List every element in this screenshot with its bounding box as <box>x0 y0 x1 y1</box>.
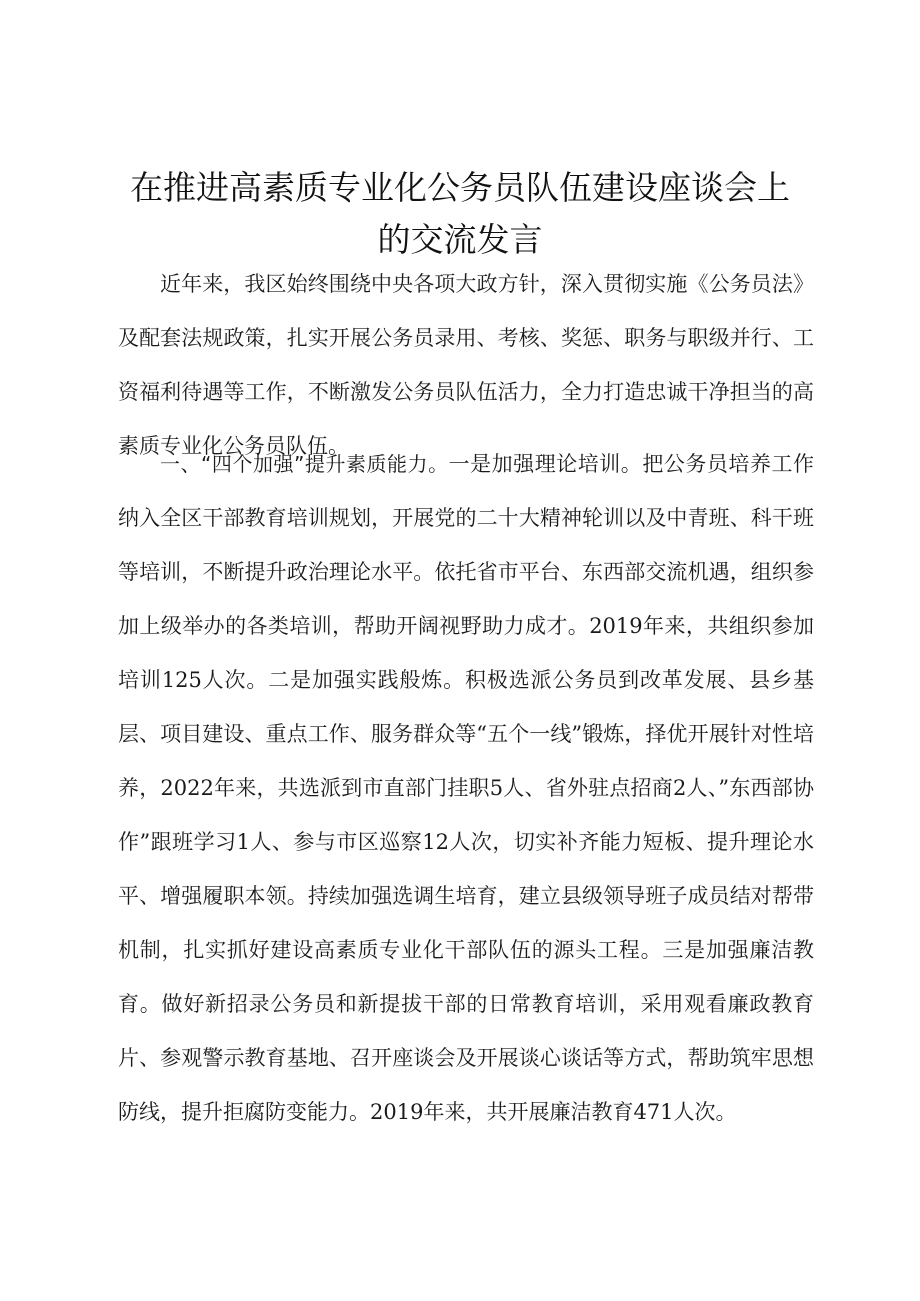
section-one-heading: 一、“四个加强”提升素质能力。 <box>160 452 449 476</box>
section-one-paragraph <box>118 437 814 1139</box>
intro-paragraph: 近年来，我区始终围绕中央各项大政方针，深入贯彻实施《公务员法》及配套法规政策，扎实开展公务员录用、考核、奖惩、职务与职级并行、工资福利待遇等工作，不断激发公务员队伍活力，全力打造忠诚干净担当的高素质专业化公务员队伍。 <box>118 272 814 458</box>
document-title-line1: 在推进高素质专业化公务员队伍建设座谈会上 <box>130 168 790 207</box>
section-one-body: 一是加强理论培训。把公务员培养工作纳入全区干部教育培训规划，开展党的二十大精神轮训以及中青班、科干班等培训，不断提升政治理论水平。依托省市平台、东西部交流机遇，组织参加上级举办的各类培训，帮助开阔视野助力成才。2019年来，共组织参加培训125人次。二是加强实践般炼。积极选派公务员到改革发展、县乡基层、项目建设、重点工作、服务群众等“五个一线”锻炼，择优开展针对性培养，2022年来，共选派到市直部门挂职5人、省外驻点招商2人、”东西部协作”跟班学习1人、参与市区巡察12人次，切实补齐能力短板、提升理论水平、增强履职本领。持续加强选调生培育，建立县级领导班子成员结对帮带机制，扎实抓好建设高素质专业化干部队伍的源头工程。三是加强廉洁教育。做好新招录公务员和新提拔干部的日常教育培训，采用观看廉政教育片、参观警示教育基地、召开座谈会及开展谈心谈话等方式，帮助筑牢思想防线，提升拒腐防变能力。2019年来，共开展廉洁教育471人次。 <box>118 452 814 1124</box>
document-title-line2: 的交流发言 <box>377 220 543 259</box>
